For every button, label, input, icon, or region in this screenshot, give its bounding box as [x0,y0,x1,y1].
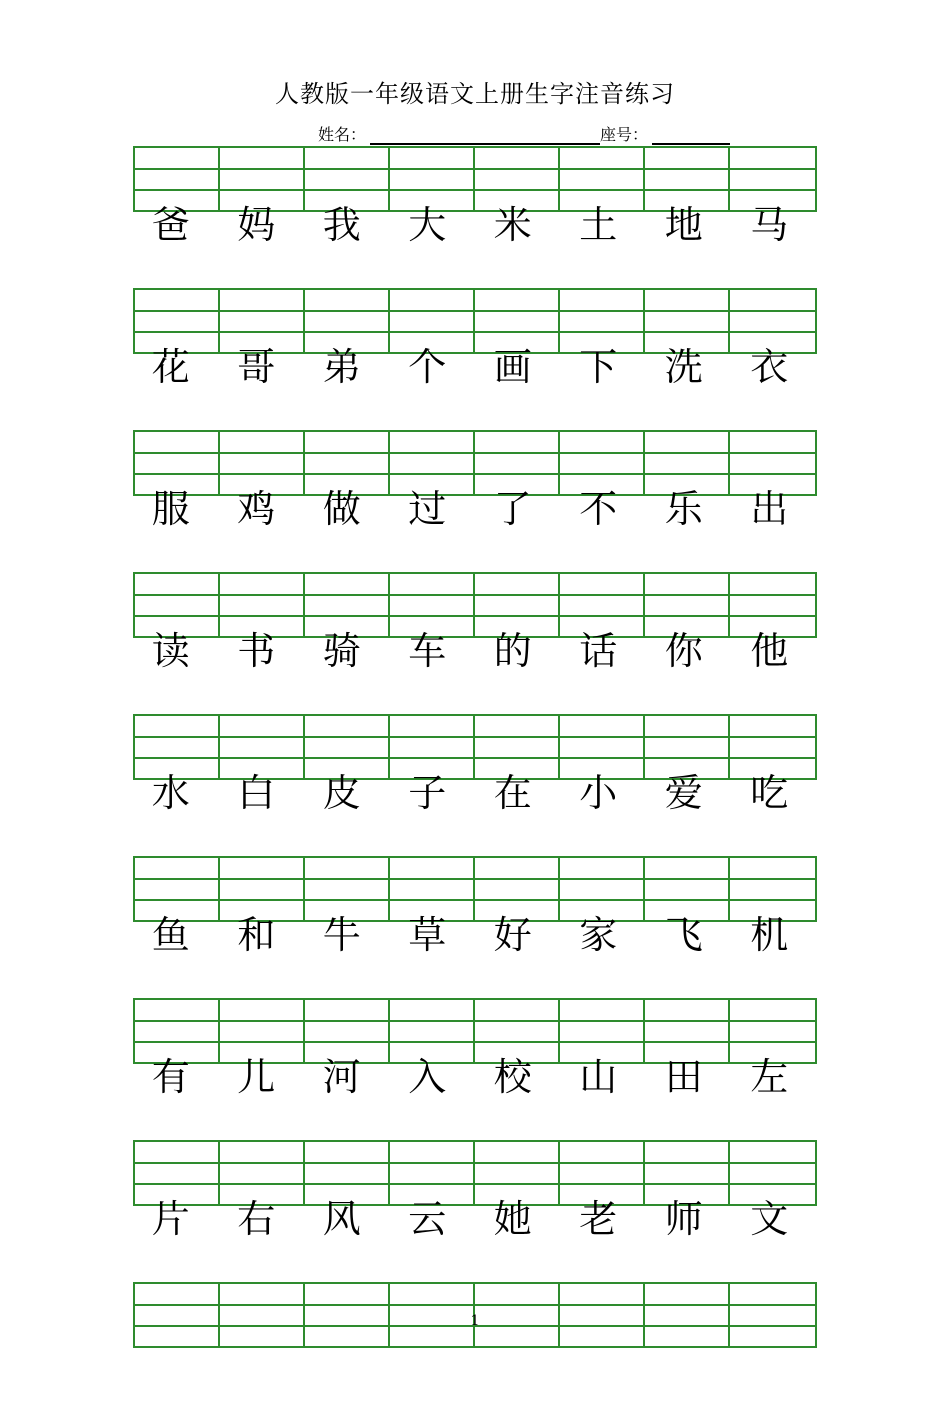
hanzi-character: 皮 [322,771,361,815]
pinyin-writing-cell[interactable] [560,1142,645,1204]
pinyin-writing-cell[interactable] [305,1142,390,1204]
pinyin-writing-cell[interactable] [220,574,305,636]
pinyin-writing-cell[interactable] [730,1000,815,1062]
page-title: 人教版一年级语文上册生字注音练习 [275,80,675,108]
hanzi-character: 书 [237,629,276,673]
pinyin-writing-cell[interactable] [305,1000,390,1062]
hanzi-character: 爸 [151,203,190,247]
pinyin-writing-cell[interactable] [475,574,560,636]
hanzi-character: 鱼 [151,913,190,957]
hanzi-character: 弟 [322,345,361,389]
pinyin-writing-cell[interactable] [730,148,815,210]
hanzi-character: 左 [750,1055,789,1099]
practice-row [133,1140,817,1282]
pinyin-writing-cell[interactable] [390,1142,475,1204]
pinyin-writing-cell[interactable] [645,432,730,494]
character-row [133,344,817,390]
pinyin-writing-cell[interactable] [220,1000,305,1062]
pinyin-writing-cell[interactable] [390,1000,475,1062]
name-blank-line[interactable] [370,125,600,145]
character-row [133,202,817,248]
hanzi-character: 子 [408,771,447,815]
hanzi-character: 牛 [322,913,361,957]
pinyin-writing-cell[interactable] [475,148,560,210]
name-label: 姓名： [318,125,367,144]
pinyin-writing-cell[interactable] [220,1142,305,1204]
pinyin-writing-cell[interactable] [305,574,390,636]
hanzi-character: 哥 [237,345,276,389]
hanzi-character: 我 [322,203,361,247]
pinyin-writing-cell[interactable] [390,858,475,920]
pinyin-writing-cell[interactable] [560,1000,645,1062]
hanzi-character: 田 [664,1055,703,1099]
pinyin-writing-cell[interactable] [305,148,390,210]
practice-row [133,856,817,998]
character-row [133,1054,817,1100]
pinyin-writing-cell[interactable] [730,432,815,494]
pinyin-writing-cell[interactable] [475,290,560,352]
hanzi-character: 你 [664,629,703,673]
hanzi-character: 爱 [664,771,703,815]
pinyin-writing-cell[interactable] [305,716,390,778]
hanzi-character: 乐 [664,487,703,531]
pinyin-writing-cell[interactable] [730,858,815,920]
hanzi-character: 土 [579,203,618,247]
pinyin-writing-cell[interactable] [560,290,645,352]
hanzi-character: 衣 [750,345,789,389]
character-row [133,1196,817,1242]
hanzi-character: 个 [408,345,447,389]
pinyin-writing-cell[interactable] [645,1000,730,1062]
hanzi-character: 云 [408,1197,447,1241]
hanzi-character: 文 [750,1197,789,1241]
pinyin-writing-cell[interactable] [645,148,730,210]
pinyin-writing-cell[interactable] [390,432,475,494]
hanzi-character: 做 [322,487,361,531]
hanzi-character: 白 [237,771,276,815]
hanzi-character: 在 [493,771,532,815]
pinyin-writing-cell[interactable] [390,148,475,210]
pinyin-writing-cell[interactable] [390,290,475,352]
hanzi-character: 骑 [322,629,361,673]
pinyin-writing-cell[interactable] [560,574,645,636]
hanzi-character: 她 [493,1197,532,1241]
pinyin-writing-cell[interactable] [645,716,730,778]
character-row [133,770,817,816]
pinyin-writing-cell[interactable] [220,716,305,778]
hanzi-character: 妈 [237,203,276,247]
hanzi-character: 河 [322,1055,361,1099]
pinyin-writing-cell[interactable] [135,290,220,352]
hanzi-character: 好 [493,913,532,957]
hanzi-character: 师 [664,1197,703,1241]
hanzi-character: 校 [493,1055,532,1099]
page-number: 1 [470,1313,480,1329]
pinyin-writing-cell[interactable] [305,432,390,494]
pinyin-writing-cell[interactable] [220,858,305,920]
hanzi-character: 和 [237,913,276,957]
pinyin-writing-cell[interactable] [645,1142,730,1204]
pinyin-writing-cell[interactable] [730,1142,815,1204]
hanzi-character: 米 [493,203,532,247]
pinyin-writing-cell[interactable] [645,290,730,352]
hanzi-character: 山 [579,1055,618,1099]
pinyin-writing-cell[interactable] [390,574,475,636]
pinyin-writing-cell[interactable] [730,290,815,352]
seat-blank-line[interactable] [652,125,730,145]
hanzi-character: 鸡 [237,487,276,531]
practice-row [133,998,817,1140]
pinyin-writing-cell[interactable] [475,1000,560,1062]
practice-row [133,572,817,714]
hanzi-character: 飞 [664,913,703,957]
hanzi-character: 入 [408,1055,447,1099]
pinyin-writing-cell[interactable] [135,432,220,494]
character-row [133,912,817,958]
hanzi-character: 了 [493,487,532,531]
pinyin-writing-cell[interactable] [220,290,305,352]
hanzi-character: 地 [664,203,703,247]
practice-row [133,430,817,572]
hanzi-character: 的 [493,629,532,673]
pinyin-writing-cell[interactable] [645,858,730,920]
pinyin-writing-cell[interactable] [135,1142,220,1204]
hanzi-character: 吃 [750,771,789,815]
pinyin-writing-cell[interactable] [730,574,815,636]
pinyin-writing-cell[interactable] [560,432,645,494]
hanzi-character: 服 [151,487,190,531]
hanzi-character: 车 [408,629,447,673]
pinyin-writing-cell[interactable] [475,432,560,494]
hanzi-character: 画 [493,345,532,389]
hanzi-character: 读 [151,629,190,673]
hanzi-character: 不 [579,487,618,531]
hanzi-character: 儿 [237,1055,276,1099]
pinyin-writing-cell[interactable] [220,148,305,210]
practice-row [133,1282,817,1424]
hanzi-character: 出 [750,487,789,531]
hanzi-character: 机 [750,913,789,957]
hanzi-character: 老 [579,1197,618,1241]
hanzi-character: 草 [408,913,447,957]
hanzi-character: 风 [322,1197,361,1241]
hanzi-character: 他 [750,629,789,673]
pinyin-writing-cell[interactable] [645,574,730,636]
hanzi-character: 花 [151,345,190,389]
practice-row [133,146,817,288]
pinyin-writing-cell[interactable] [135,148,220,210]
hanzi-character: 小 [579,771,618,815]
hanzi-character: 家 [579,913,618,957]
pinyin-writing-cell[interactable] [305,290,390,352]
hanzi-character: 洗 [664,345,703,389]
pinyin-writing-cell[interactable] [135,858,220,920]
hanzi-character: 过 [408,487,447,531]
pinyin-writing-cell[interactable] [475,1142,560,1204]
pinyin-writing-cell[interactable] [730,716,815,778]
pinyin-writing-cell[interactable] [475,858,560,920]
student-info-line [318,122,730,145]
practice-row [133,288,817,430]
hanzi-character: 话 [579,629,618,673]
hanzi-character: 下 [579,345,618,389]
hanzi-character: 马 [750,203,789,247]
seat-label: 座号： [600,125,649,144]
pinyin-writing-cell[interactable] [560,716,645,778]
pinyin-writing-cell[interactable] [475,716,560,778]
pinyin-writing-cell[interactable] [135,574,220,636]
hanzi-character: 大 [408,203,447,247]
hanzi-character: 有 [151,1055,190,1099]
pinyin-writing-cell[interactable] [560,858,645,920]
character-row [133,628,817,674]
practice-row [133,714,817,856]
hanzi-character: 水 [151,771,190,815]
pinyin-writing-cell[interactable] [135,1000,220,1062]
pinyin-writing-cell[interactable] [560,148,645,210]
pinyin-writing-cell[interactable] [135,716,220,778]
character-row [133,486,817,532]
hanzi-character: 片 [151,1197,190,1241]
pinyin-writing-cell[interactable] [305,858,390,920]
pinyin-writing-cell[interactable] [390,716,475,778]
pinyin-writing-cell[interactable] [220,432,305,494]
hanzi-character: 右 [237,1197,276,1241]
